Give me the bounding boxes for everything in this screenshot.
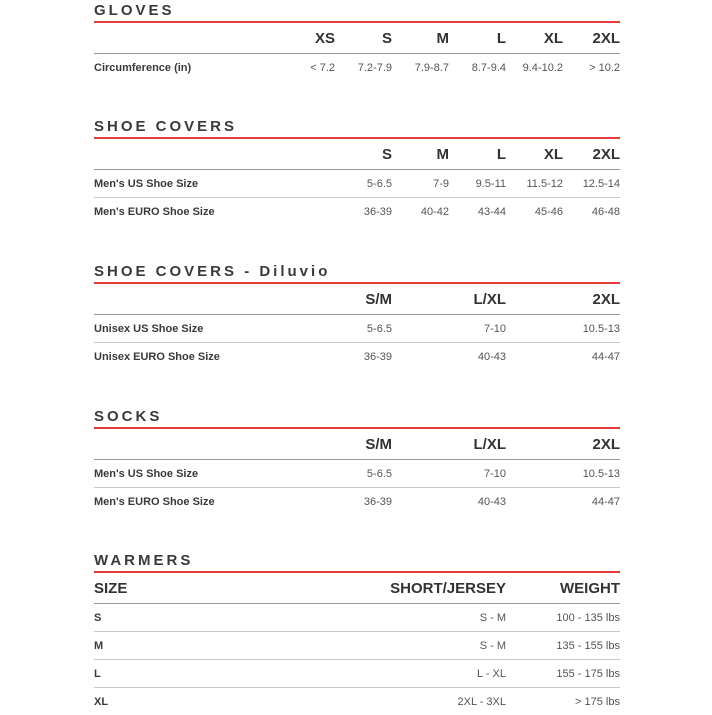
table-cell: 135 - 155 lbs [506,632,620,660]
size-header: XL [506,139,563,170]
row-label: Unisex EURO Shoe Size [94,343,278,371]
table-cell: 7-10 [392,460,506,488]
table-row [94,343,620,371]
table-cell: 40-43 [392,343,506,371]
table-cell: > 10.2 [563,54,620,82]
row-label: L [94,660,278,688]
size-header: XS [302,23,335,54]
weight-column-header: WEIGHT [506,573,620,604]
socks-section [94,406,620,515]
table-cell: < 7.2 [302,54,335,82]
shoe-covers-size-table [94,139,620,225]
table-row [94,632,620,660]
table-cell: 8.7-9.4 [449,54,506,82]
table-cell: 43-44 [449,198,506,226]
row-label: Unisex US Shoe Size [94,315,278,343]
table-row [94,660,620,688]
table-cell: L - XL [278,660,506,688]
gloves-title: GLOVES [94,0,620,21]
row-label: S [94,604,278,632]
table-row [94,604,620,632]
shoe-covers-title: SHOE COVERS [94,116,620,137]
short-jersey-column-header: SHORT/JERSEY [278,573,506,604]
table-cell: 5-6.5 [278,315,392,343]
warmers-title: WARMERS [94,550,620,571]
shoe-covers-diluvio-section [94,261,620,370]
table-cell: 7.9-8.7 [392,54,449,82]
size-header: L/XL [392,284,506,315]
table-row [94,488,620,516]
table-cell: 11.5-12 [506,170,563,198]
table-cell: 10.5-13 [506,315,620,343]
row-label: M [94,632,278,660]
table-cell: S - M [278,604,506,632]
table-row [94,460,620,488]
table-cell: 44-47 [506,488,620,516]
size-header: 2XL [563,139,620,170]
gloves-section [94,0,620,81]
shoe-covers-diluvio-title: SHOE COVERS - Diluvio [94,261,620,282]
size-header: S/M [278,284,392,315]
size-header: L/XL [392,429,506,460]
size-header: XL [506,23,563,54]
table-row [94,315,620,343]
table-cell: 7-10 [392,315,506,343]
table-cell: > 175 lbs [506,688,620,715]
gloves-size-table [94,23,620,81]
size-header: L [449,139,506,170]
table-cell: 9.5-11 [449,170,506,198]
size-column-header: SIZE [94,573,278,604]
shoe-covers-diluvio-size-table [94,284,620,370]
table-header-row [94,429,620,460]
row-label: Men's EURO Shoe Size [94,488,278,516]
size-header: 2XL [563,23,620,54]
table-cell: 44-47 [506,343,620,371]
table-cell: 155 - 175 lbs [506,660,620,688]
warmers-size-table [94,573,620,715]
table-row [94,688,620,715]
table-cell: 7.2-7.9 [335,54,392,82]
table-cell: 36-39 [335,198,392,226]
table-row [94,54,620,82]
socks-size-table [94,429,620,515]
table-cell: 10.5-13 [506,460,620,488]
size-header: L [449,23,506,54]
table-cell: 46-48 [563,198,620,226]
table-cell: 5-6.5 [278,460,392,488]
table-cell: 40-43 [392,488,506,516]
size-header: M [392,139,449,170]
table-cell: 5-6.5 [335,170,392,198]
size-header: 2XL [506,429,620,460]
table-cell: 45-46 [506,198,563,226]
table-header-row [94,284,620,315]
size-header: M [392,23,449,54]
table-cell: 7-9 [392,170,449,198]
table-cell: 12.5-14 [563,170,620,198]
shoe-covers-section [94,116,620,225]
size-header: S/M [278,429,392,460]
size-header: S [335,23,392,54]
table-header-row [94,23,620,54]
row-label: Men's EURO Shoe Size [94,198,335,226]
size-header: 2XL [506,284,620,315]
table-header-row [94,573,620,604]
row-label: Circumference (in) [94,54,302,82]
row-label: Men's US Shoe Size [94,170,335,198]
row-label: Men's US Shoe Size [94,460,278,488]
socks-title: SOCKS [94,406,620,427]
table-cell: 40-42 [392,198,449,226]
table-cell: S - M [278,632,506,660]
table-header-row [94,139,620,170]
row-label: XL [94,688,278,715]
size-header: S [335,139,392,170]
table-cell: 100 - 135 lbs [506,604,620,632]
table-cell: 9.4-10.2 [506,54,563,82]
table-row [94,198,620,226]
table-cell: 2XL - 3XL [278,688,506,715]
table-cell: 36-39 [278,343,392,371]
table-cell: 36-39 [278,488,392,516]
table-row [94,170,620,198]
warmers-section [94,550,620,715]
